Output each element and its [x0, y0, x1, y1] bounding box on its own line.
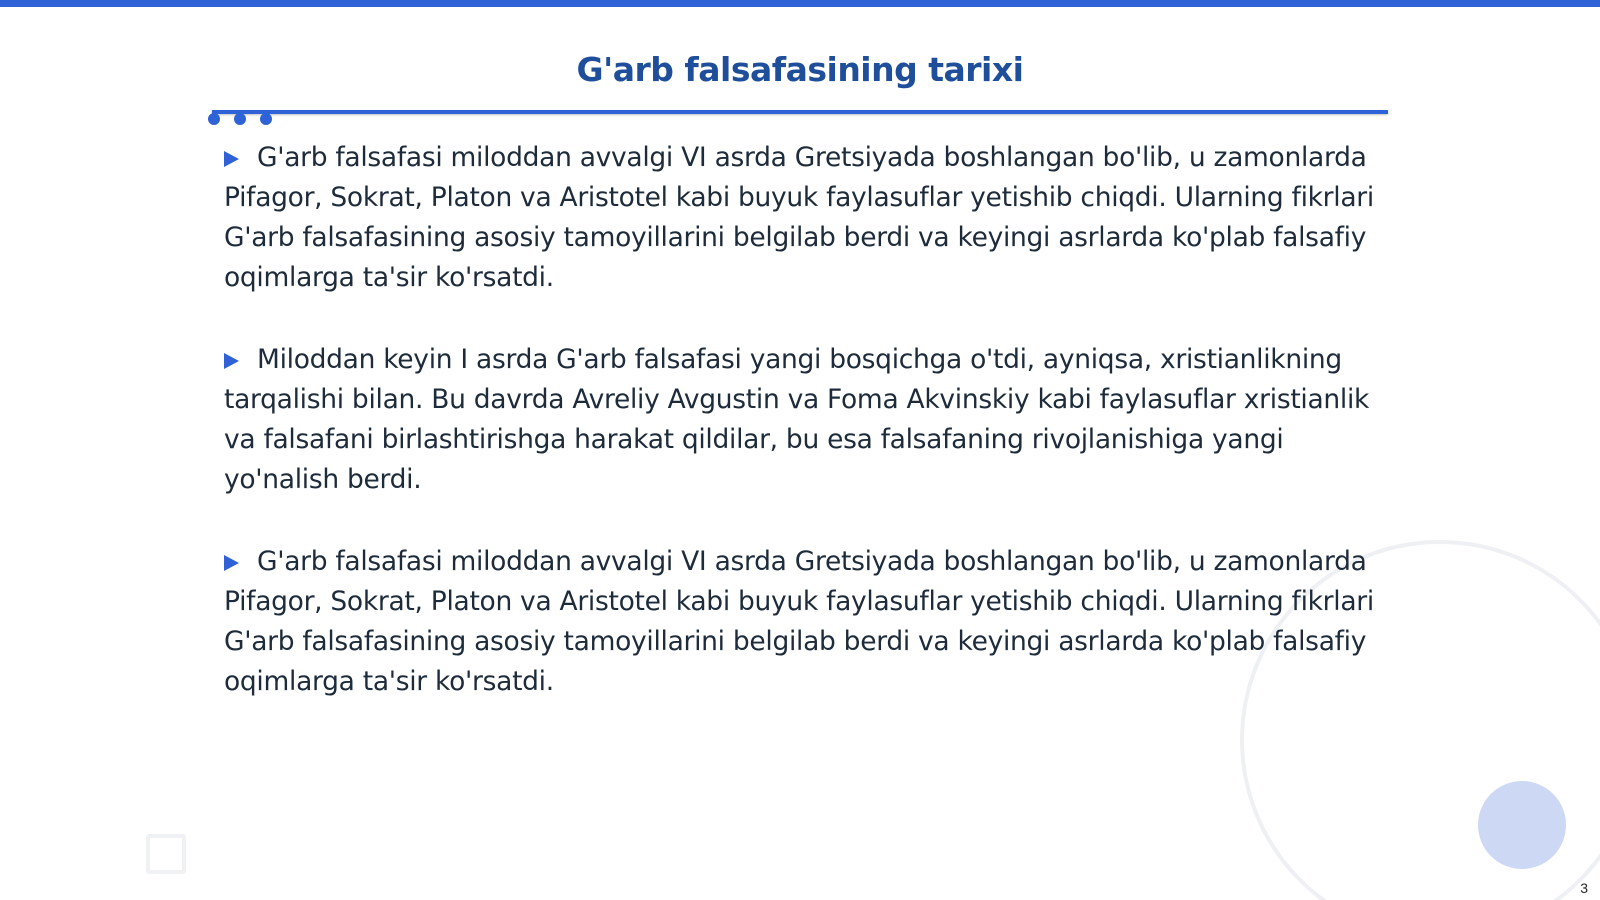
- paragraph-2: [224, 340, 1384, 500]
- slide-title: G'arb falsafasining tarixi: [576, 50, 1024, 89]
- paragraph-1: [224, 138, 1384, 298]
- title-dot-3: [260, 113, 272, 125]
- decorative-circle: [1478, 781, 1566, 869]
- title-dot-1: [208, 113, 220, 125]
- slide-content: [224, 138, 1384, 744]
- page-number: 3: [1580, 880, 1588, 896]
- paragraph-text: G'arb falsafasi miloddan avvalgi VI asrda Gretsiyada boshlangan bo'lib, u zamonlarda Pifagor, Sokrat, Platon va Aristotel kabi buyuk faylasuflar yetishib chiqdi. Ularning fikrlari G'arb falsafasining asosiy tamoyillarini belgilab berdi va keyingi asrlarda ko'plab falsafiy oqimlarga ta'sir ko'rsatdi.: [224, 546, 1374, 697]
- title-underline: [212, 110, 1388, 114]
- top-accent-bar: [0, 0, 1600, 7]
- triangle-bullet-icon: [224, 353, 239, 369]
- triangle-bullet-icon: [224, 151, 239, 167]
- paragraph-text: G'arb falsafasi miloddan avvalgi VI asrda Gretsiyada boshlangan bo'lib, u zamonlarda Pifagor, Sokrat, Platon va Aristotel kabi buyuk faylasuflar yetishib chiqdi. Ularning fikrlari G'arb falsafasining asosiy tamoyillarini belgilab berdi va keyingi asrlarda ko'plab falsafiy oqimlarga ta'sir ko'rsatdi.: [224, 142, 1374, 293]
- title-dot-2: [234, 113, 246, 125]
- paragraph-text: Miloddan keyin I asrda G'arb falsafasi yangi bosqichga o'tdi, ayniqsa, xristianlikning tarqalishi bilan. Bu davrda Avreliy Avgustin va Foma Akvinskiy kabi faylasuflar xristianlik va falsafani birlashtirishga harakat qildilar, bu esa falsafaning rivojlanishiga yangi yo'nalish berdi.: [224, 344, 1370, 495]
- triangle-bullet-icon: [224, 555, 239, 571]
- paragraph-3: [224, 542, 1384, 702]
- decorative-square: [146, 834, 186, 874]
